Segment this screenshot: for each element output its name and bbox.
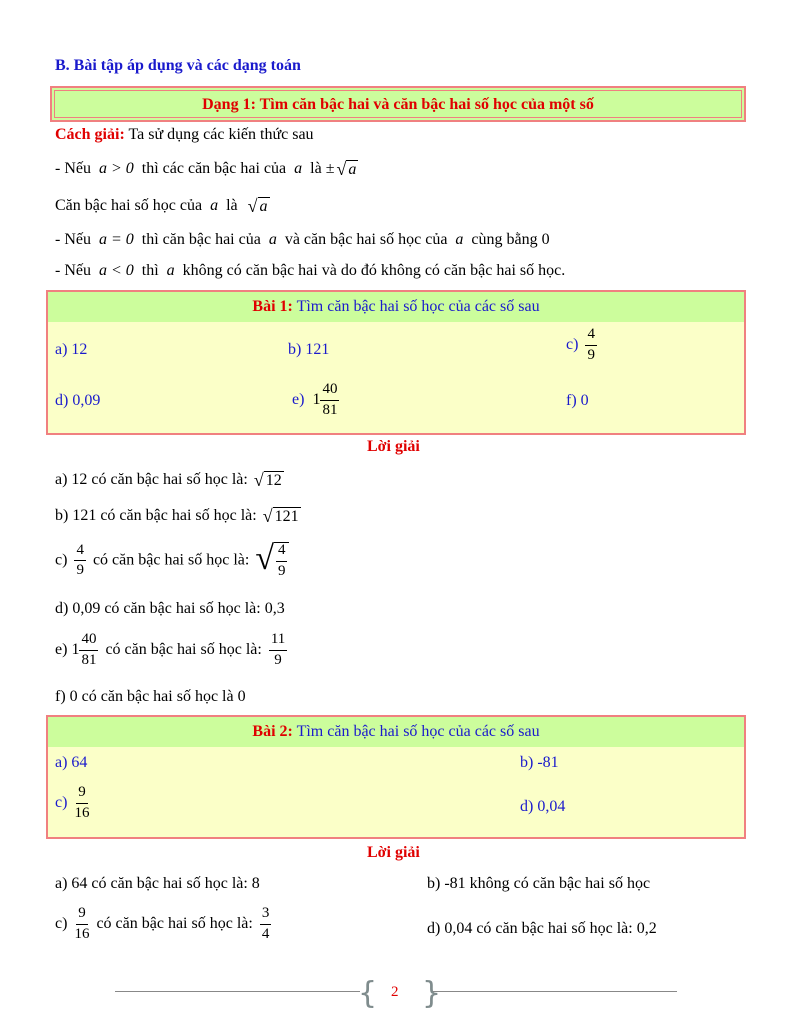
numerator: 40 [79, 632, 98, 651]
dang-title-box [50, 86, 746, 122]
denominator: 16 [74, 804, 90, 821]
var: a [259, 198, 268, 215]
text: thì [141, 262, 159, 279]
method-line-1 [55, 160, 358, 179]
denominator: 81 [322, 401, 338, 418]
footer-line-right [432, 991, 677, 992]
label: e) [292, 390, 305, 408]
bai1-item-b: b) 121 [288, 341, 330, 358]
text: có căn bậc hai số học là: [105, 640, 262, 658]
denominator: 81 [81, 651, 97, 668]
var: a [166, 262, 175, 279]
sol1-f: f) 0 có căn bậc hai số học là 0 [55, 688, 246, 705]
method-intro: Ta sử dụng các kiến thức sau [128, 126, 314, 143]
sol2-a: a) 64 có căn bậc hai số học là: 8 [55, 875, 260, 892]
text: b) 121 có căn bậc hai số học là: [55, 507, 257, 525]
bai1-item-e [292, 382, 342, 419]
bai2-label: Bài 2: [252, 723, 293, 740]
sqrt: √ $\frac{4}{9}$ [255, 542, 289, 580]
denominator: 9 [277, 562, 286, 579]
numerator: 40 [320, 382, 339, 401]
denominator: 9 [274, 651, 282, 668]
numerator: 9 [76, 906, 88, 925]
numerator: 3 [260, 906, 272, 925]
var: a [455, 231, 464, 248]
method-line-4 [55, 262, 565, 280]
bai2-header [48, 717, 744, 747]
text: và căn bậc hai số học của [284, 231, 448, 248]
text: - Nếu [55, 262, 91, 279]
sol2-d: d) 0,04 có căn bậc hai số học là: 0,2 [427, 920, 657, 937]
footer-brace-right: } [422, 976, 442, 1011]
fraction [74, 906, 89, 943]
text: có căn bậc hai số học là: [92, 551, 250, 569]
footer-brace-left: { [358, 976, 378, 1011]
radicand: 12 [265, 472, 282, 489]
var: a [348, 161, 357, 178]
denominator: 4 [261, 925, 270, 942]
section-title: B. Bài tập áp dụng và các dạng toán [55, 57, 301, 74]
text: là [226, 197, 238, 215]
text: - Nếu [55, 231, 91, 248]
text: cùng bằng 0 [471, 231, 550, 248]
fraction [320, 382, 339, 419]
text: - Nếu [55, 160, 91, 178]
sqrt: √ 12 [253, 470, 282, 490]
fraction [585, 327, 597, 364]
condition: a = 0 [98, 231, 134, 248]
page-number: 2 [391, 984, 399, 1000]
bai2-item-a: a) 64 [55, 754, 88, 771]
bai2-item-c [55, 785, 92, 822]
bai2-item-d: d) 0,04 [520, 798, 566, 815]
whole: 1 [312, 390, 321, 408]
var: a [210, 197, 219, 215]
numerator: 11 [269, 632, 287, 651]
bai2-title: Tìm căn bậc hai số học của các số sau [296, 723, 540, 740]
fraction [79, 632, 98, 669]
label: c) [566, 335, 579, 353]
denominator: 16 [74, 925, 90, 942]
numerator: 9 [76, 785, 88, 804]
sqrt: √ 121 [262, 506, 299, 526]
radicand [274, 542, 290, 580]
radicand: 121 [274, 508, 299, 525]
result-fraction [269, 632, 287, 669]
fraction [74, 543, 86, 580]
bai1-item-d: d) 0,09 [55, 392, 101, 409]
condition: a < 0 [98, 262, 134, 279]
sol1-e [55, 632, 290, 669]
whole: 1 [71, 640, 80, 658]
method-label: Cách giải: [55, 126, 125, 143]
text: có căn bậc hai số học là: [96, 914, 253, 932]
method-line-2 [55, 197, 270, 216]
sol1-a [55, 471, 284, 490]
text: thì căn bậc hai của [141, 231, 261, 248]
text: a) 12 có căn bậc hai số học là: [55, 471, 248, 489]
bai1-item-c [566, 327, 600, 364]
numerator: 4 [276, 543, 288, 562]
var: a [268, 231, 277, 248]
text: là ± [310, 160, 335, 178]
method-intro-line [55, 126, 314, 144]
result-fraction [260, 906, 272, 943]
sol1-b [55, 507, 301, 526]
loi-giai-1: Lời giải [367, 438, 420, 455]
numerator: 4 [585, 327, 597, 346]
sol2-b: b) -81 không có căn bậc hai số học [427, 875, 651, 892]
label: e) [55, 640, 68, 658]
label: c) [55, 914, 68, 932]
bai1-box [46, 290, 746, 435]
bai1-item-f: f) 0 [566, 392, 589, 409]
sol1-c [55, 542, 289, 580]
method-line-3 [55, 231, 550, 249]
text: Căn bậc hai số học của [55, 197, 203, 215]
numerator: 4 [74, 543, 86, 562]
sqrt-a: √ a [247, 196, 268, 216]
label: c) [55, 551, 68, 569]
bai1-title: Tìm căn bậc hai số học của các số sau [296, 298, 540, 315]
footer-line-left [115, 991, 360, 992]
loi-giai-2: Lời giải [367, 844, 420, 861]
bai1-item-a: a) 12 [55, 341, 88, 358]
fraction [276, 543, 288, 580]
condition: a > 0 [98, 160, 134, 178]
bai2-item-b: b) -81 [520, 754, 559, 771]
denominator: 9 [587, 346, 595, 363]
bai1-header [48, 292, 744, 322]
sol1-d: d) 0,09 có căn bậc hai số học là: 0,3 [55, 600, 285, 617]
sqrt-a: √ a [336, 159, 357, 179]
text: thì các căn bậc hai của [141, 160, 287, 178]
bai1-label: Bài 1: [252, 298, 293, 315]
fraction [74, 785, 89, 822]
denominator: 9 [76, 562, 84, 579]
sol2-c [55, 906, 274, 943]
bai2-box [46, 715, 746, 839]
var: a [294, 160, 303, 178]
text: không có căn bậc hai và do đó không có căn bậc hai số học. [182, 262, 566, 279]
label: c) [55, 793, 68, 811]
dang-title: Dạng 1: Tìm căn bậc hai và căn bậc hai số học của một số [54, 90, 742, 118]
